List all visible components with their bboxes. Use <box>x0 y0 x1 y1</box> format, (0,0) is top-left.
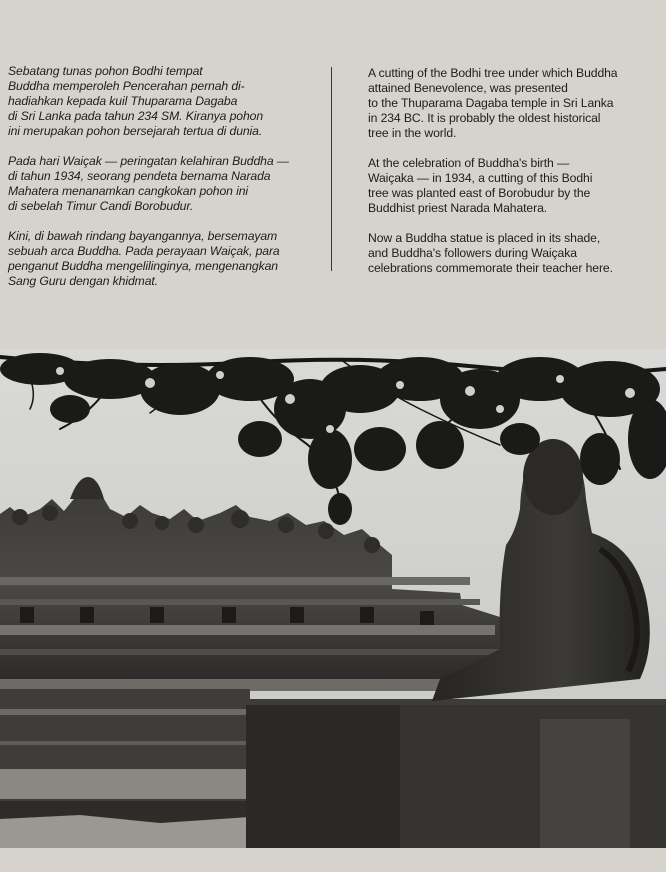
text-line: di Sri Lanka pada tahun 234 SM. Kiranya pohon <box>8 109 264 123</box>
text-line: hadiahkan kepada kuil Thuparama Dagaba <box>8 94 238 108</box>
text-line: Sang Guru dengan khidmat. <box>8 274 158 288</box>
text-line: and Buddha's followers during Waiçaka <box>368 246 577 260</box>
text-line: Now a Buddha statue is placed in its shade, <box>368 231 601 245</box>
english-paragraph-2 <box>368 156 658 216</box>
text-line: di tahun 1934, seorang pendeta bernama Narada <box>8 169 271 183</box>
indonesian-paragraph-2 <box>8 154 318 214</box>
text-line: A cutting of the Bodhi tree under which Buddha <box>368 66 618 80</box>
text-line: celebrations commemorate their teacher here. <box>368 261 613 275</box>
indonesian-paragraph-1 <box>8 64 318 139</box>
text-line: Pada hari Waiçak — peringatan kelahiran Buddha — <box>8 154 289 168</box>
english-text-column <box>368 66 658 291</box>
indonesian-text-column <box>8 64 318 304</box>
lower-wall <box>0 689 250 848</box>
text-line: Sebatang tunas pohon Bodhi tempat <box>8 64 203 78</box>
text-line: At the celebration of Buddha's birth — <box>368 156 570 170</box>
indonesian-paragraph-3 <box>8 229 318 289</box>
english-paragraph-3 <box>368 231 658 276</box>
column-divider <box>331 67 332 271</box>
stone-pedestal <box>246 699 666 848</box>
text-line: tree was planted east of Borobudur by the <box>368 186 591 200</box>
text-line: penganut Buddha mengelilinginya, mengenangkan <box>8 259 278 273</box>
text-line: Buddhist priest Narada Mahatera. <box>368 201 548 215</box>
text-line: Mahatera menanamkan cangkokan pohon ini <box>8 184 249 198</box>
borobudur-buddha-photo <box>0 349 666 848</box>
text-line: di sebelah Timur Candi Borobudur. <box>8 199 194 213</box>
text-line: tree in the world. <box>368 126 457 140</box>
text-line: attained Benevolence, was presented <box>368 81 568 95</box>
text-line: Buddha memperoleh Pencerahan pernah di- <box>8 79 245 93</box>
text-line: sebuah arca Buddha. Pada perayaan Waiçak, para <box>8 244 280 258</box>
text-line: Waiçaka — in 1934, a cutting of this Bodhi <box>368 171 593 185</box>
english-paragraph-1 <box>368 66 658 141</box>
text-line: ini merupakan pohon bersejarah tertua di dunia. <box>8 124 263 138</box>
text-line: in 234 BC. It is probably the oldest historical <box>368 111 601 125</box>
photo-illustration <box>0 349 666 848</box>
text-line: to the Thuparama Dagaba temple in Sri Lanka <box>368 96 614 110</box>
text-line: Kini, di bawah rindang bayangannya, bersemayam <box>8 229 278 243</box>
